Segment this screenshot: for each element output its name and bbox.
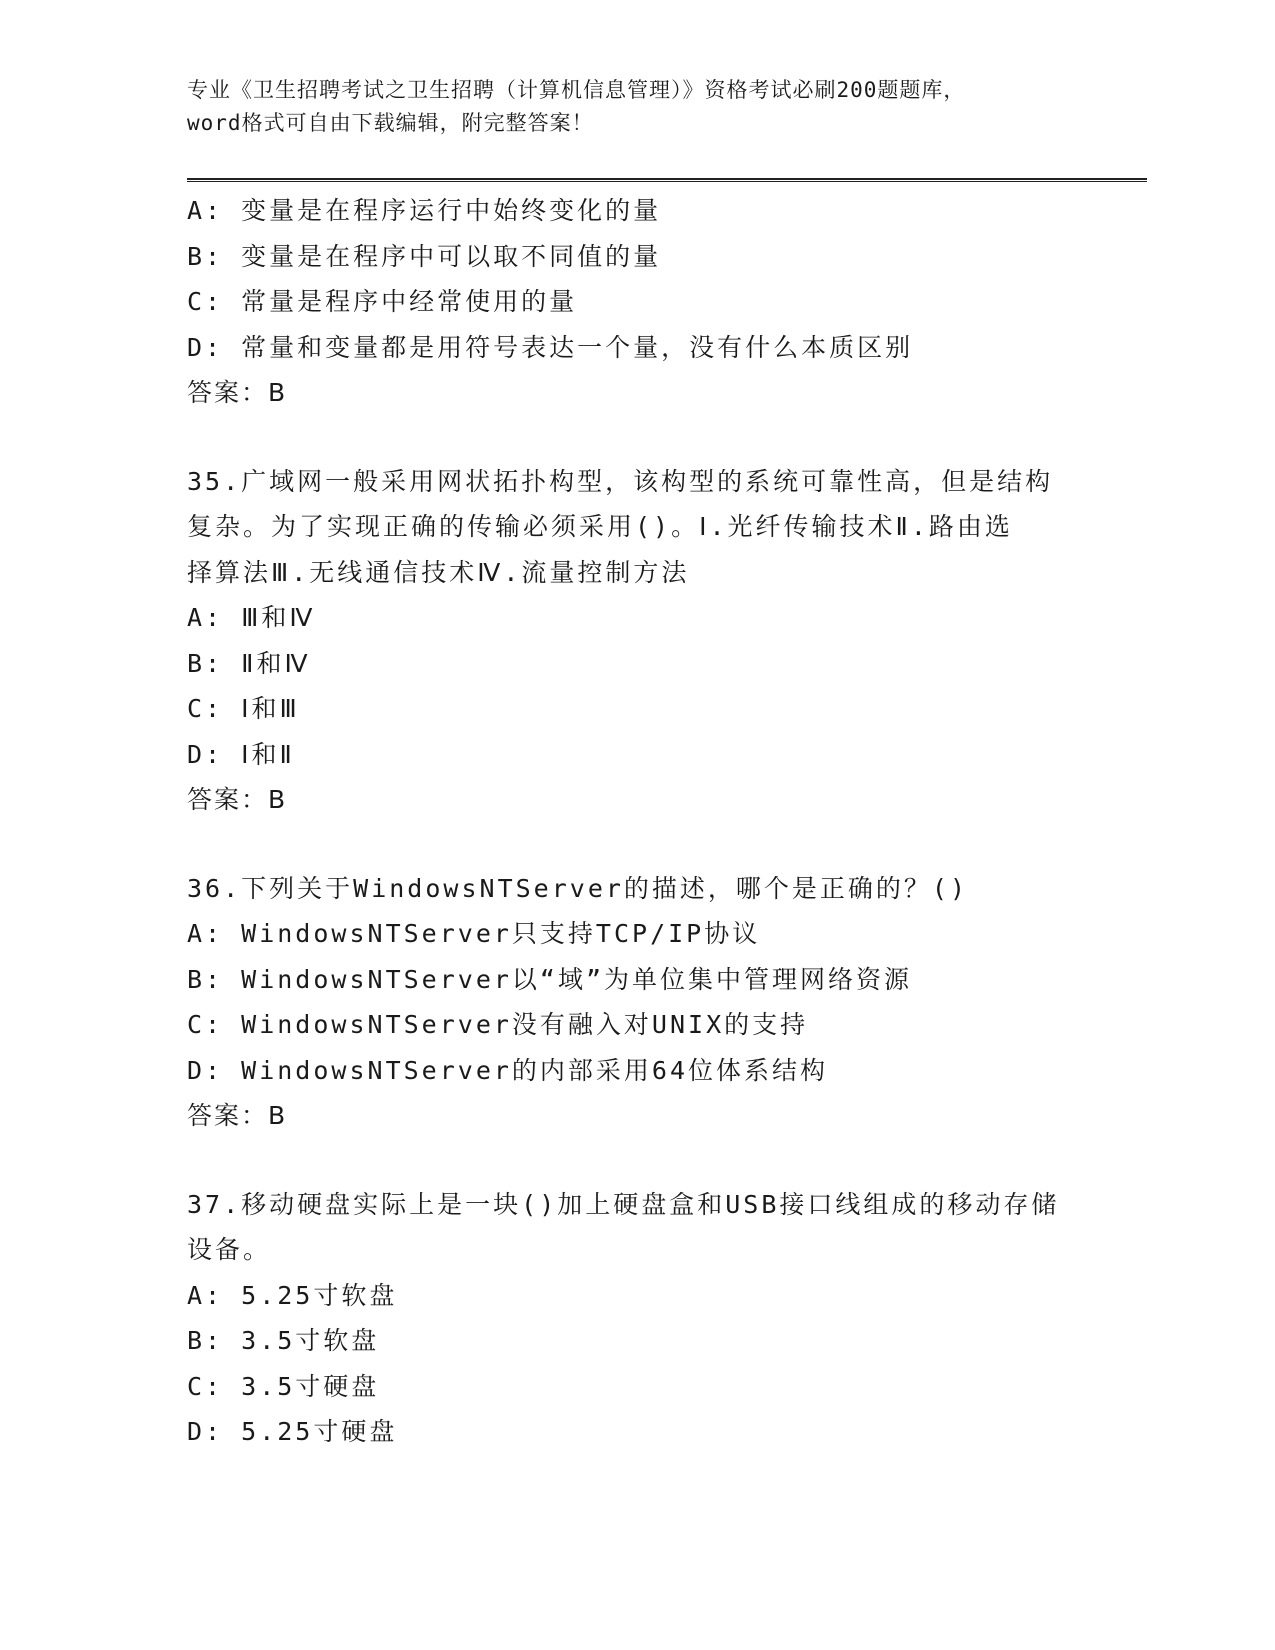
option-a: A: 5.25寸软盘 <box>187 1280 398 1310</box>
option-c: C: 常量是程序中经常使用的量 <box>187 287 578 316</box>
option-c: C: 3.5寸硬盘 <box>187 1371 380 1401</box>
question-text-line: 36.下列关于WindowsNTServer的描述，哪个是正确的？() <box>187 873 969 903</box>
spacer <box>187 1139 1087 1182</box>
spacer <box>187 416 1087 459</box>
header-divider <box>187 178 1147 182</box>
option-c: C: WindowsNTServer没有融入对UNIX的支持 <box>187 1010 809 1039</box>
answer: 答案：B <box>187 1101 288 1130</box>
option-a: A: 变量是在程序运行中始终变化的量 <box>187 196 662 225</box>
answer: 答案：B <box>187 378 288 407</box>
document-body <box>187 188 1087 1455</box>
option-a: A: Ⅲ和Ⅳ <box>187 603 316 632</box>
option-d: D: WindowsNTServer的内部采用64位体系结构 <box>187 1055 829 1085</box>
header-line-1: 专业《卫生招聘考试之卫生招聘（计算机信息管理）》资格考试必刷200题题库， <box>187 78 966 102</box>
question-text-line: 37.移动硬盘实际上是一块()加上硬盘盒和USB接口线组成的移动存储 <box>187 1189 1060 1219</box>
document-header <box>187 74 1117 140</box>
option-b: B: 变量是在程序中可以取不同值的量 <box>187 241 662 271</box>
option-b: B: 3.5寸软盘 <box>187 1326 380 1355</box>
spacer <box>187 823 1087 866</box>
option-d: D: 5.25寸硬盘 <box>187 1417 398 1446</box>
question-text-line: 复杂。为了实现正确的传输必须采用()。Ⅰ.光纤传输技术Ⅱ.路由选 <box>187 512 1013 541</box>
header-line-2: word格式可自由下载编辑，附完整答案！ <box>187 111 594 135</box>
question-text-line: 设备。 <box>187 1235 272 1264</box>
question-text-line: 35.广域网一般采用网状拓扑构型，该构型的系统可靠性高，但是结构 <box>187 466 1054 496</box>
question-37 <box>187 1182 1087 1455</box>
answer: 答案：B <box>187 785 288 814</box>
option-d: D: Ⅰ和Ⅱ <box>187 739 295 769</box>
question-35 <box>187 459 1087 823</box>
option-b: B: WindowsNTServer以“域”为单位集中管理网络资源 <box>187 964 913 994</box>
question-text-line: 择算法Ⅲ.无线通信技术Ⅳ.流量控制方法 <box>187 557 690 587</box>
option-c: C: Ⅰ和Ⅲ <box>187 694 300 723</box>
option-a: A: WindowsNTServer只支持TCP/IP协议 <box>187 919 761 948</box>
question-34 <box>187 188 1087 416</box>
question-36 <box>187 866 1087 1139</box>
option-b: B: Ⅱ和Ⅳ <box>187 648 311 678</box>
option-d: D: 常量和变量都是用符号表达一个量，没有什么本质区别 <box>187 332 914 362</box>
